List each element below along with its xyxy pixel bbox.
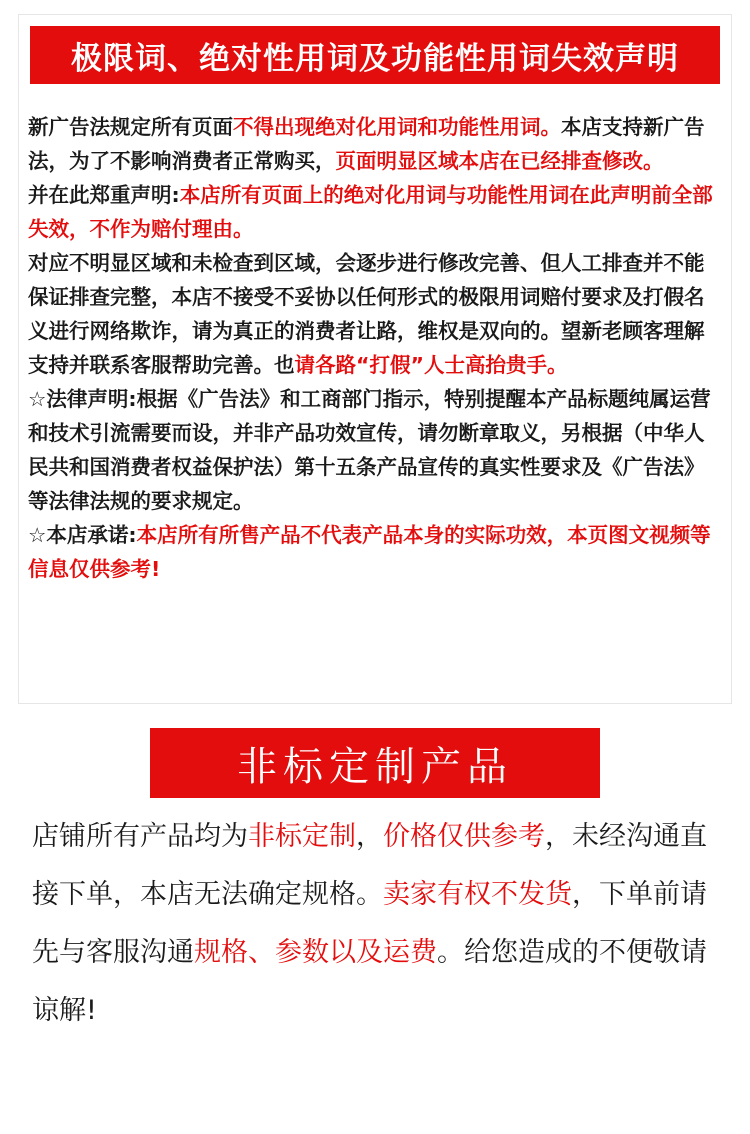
declaration-title-banner — [30, 26, 720, 84]
declaration-p3-text: 对应不明显区域和未检查到区域，会逐步进行修改完善、但人工排查并不能保证排查完整，本店不接受不妥协以任何形式的极限用词赔付要求及打假名义进行网络欺诈，请为真正的消费者让路，维权是双向的。望新老顾客理解支持并联系客服帮助完善。也 — [28, 251, 705, 377]
notice-text-5: 。给您造成的不便敬请谅解! — [32, 937, 707, 1026]
store-promise-label: ☆本店承诺: — [28, 523, 137, 547]
declaration-p2-highlight: 本店所有页面上的绝对化用词与功能性用词在此声明前全部失效，不作为赔付理由。 — [28, 183, 713, 241]
custom-product-notice — [32, 808, 722, 1040]
store-promise-highlight: 本店所有所售产品不代表产品本身的实际功效，本页图文视频等信息仅供参考! — [28, 523, 711, 581]
store-promise — [28, 518, 722, 586]
custom-product-title: 非标定制产品 — [237, 743, 513, 790]
custom-product-banner — [150, 728, 600, 798]
declaration-paragraph-3 — [28, 246, 722, 382]
declaration-body — [28, 110, 722, 586]
declaration-p1-highlight: 不得出现绝对化用词和功能性用词。 — [233, 115, 561, 139]
notice-highlight-price: 价格仅供参考 — [383, 821, 545, 852]
declaration-paragraph-2 — [28, 178, 722, 246]
declaration-p2-text: 并在此郑重声明: — [28, 183, 180, 207]
notice-highlight-no-ship: 卖家有权不发货 — [383, 879, 572, 910]
notice-text-4: ，下单前请先与客服沟通 — [32, 879, 707, 968]
legal-statement — [28, 382, 722, 518]
notice-text-2: ， — [356, 821, 383, 852]
declaration-p3-highlight: 请各路“打假”人士高抬贵手。 — [294, 353, 568, 377]
notice-highlight-specs: 规格、参数以及运费 — [194, 937, 437, 968]
declaration-p1-text-2: 本店支持新广告法，为了不影响消费者正常购买， — [28, 115, 705, 173]
legal-statement-text: ☆法律声明:根据《广告法》和工商部门指示，特别提醒本产品标题纯属运营和技术引流需要而设，并非产品功效宣传，请勿断章取义，另根据（中华人民共和国消费者权益保护法）第十五条产品宣传的真实性要求及《广告法》等法律法规的要求规定。 — [28, 387, 711, 513]
notice-text-3: ，未经沟通直接下单，本店无法确定规格。 — [32, 821, 707, 910]
declaration-p1-text: 新广告法规定所有页面 — [28, 115, 233, 139]
declaration-title: 极限词、绝对性用词及功能性用词失效声明 — [71, 40, 679, 77]
declaration-paragraph-1 — [28, 110, 722, 178]
declaration-p1-highlight-2: 页面明显区域本店在已经排查修改。 — [335, 149, 664, 173]
notice-text-1: 店铺所有产品均为 — [32, 821, 248, 852]
notice-highlight-nonstandard: 非标定制 — [248, 821, 356, 852]
